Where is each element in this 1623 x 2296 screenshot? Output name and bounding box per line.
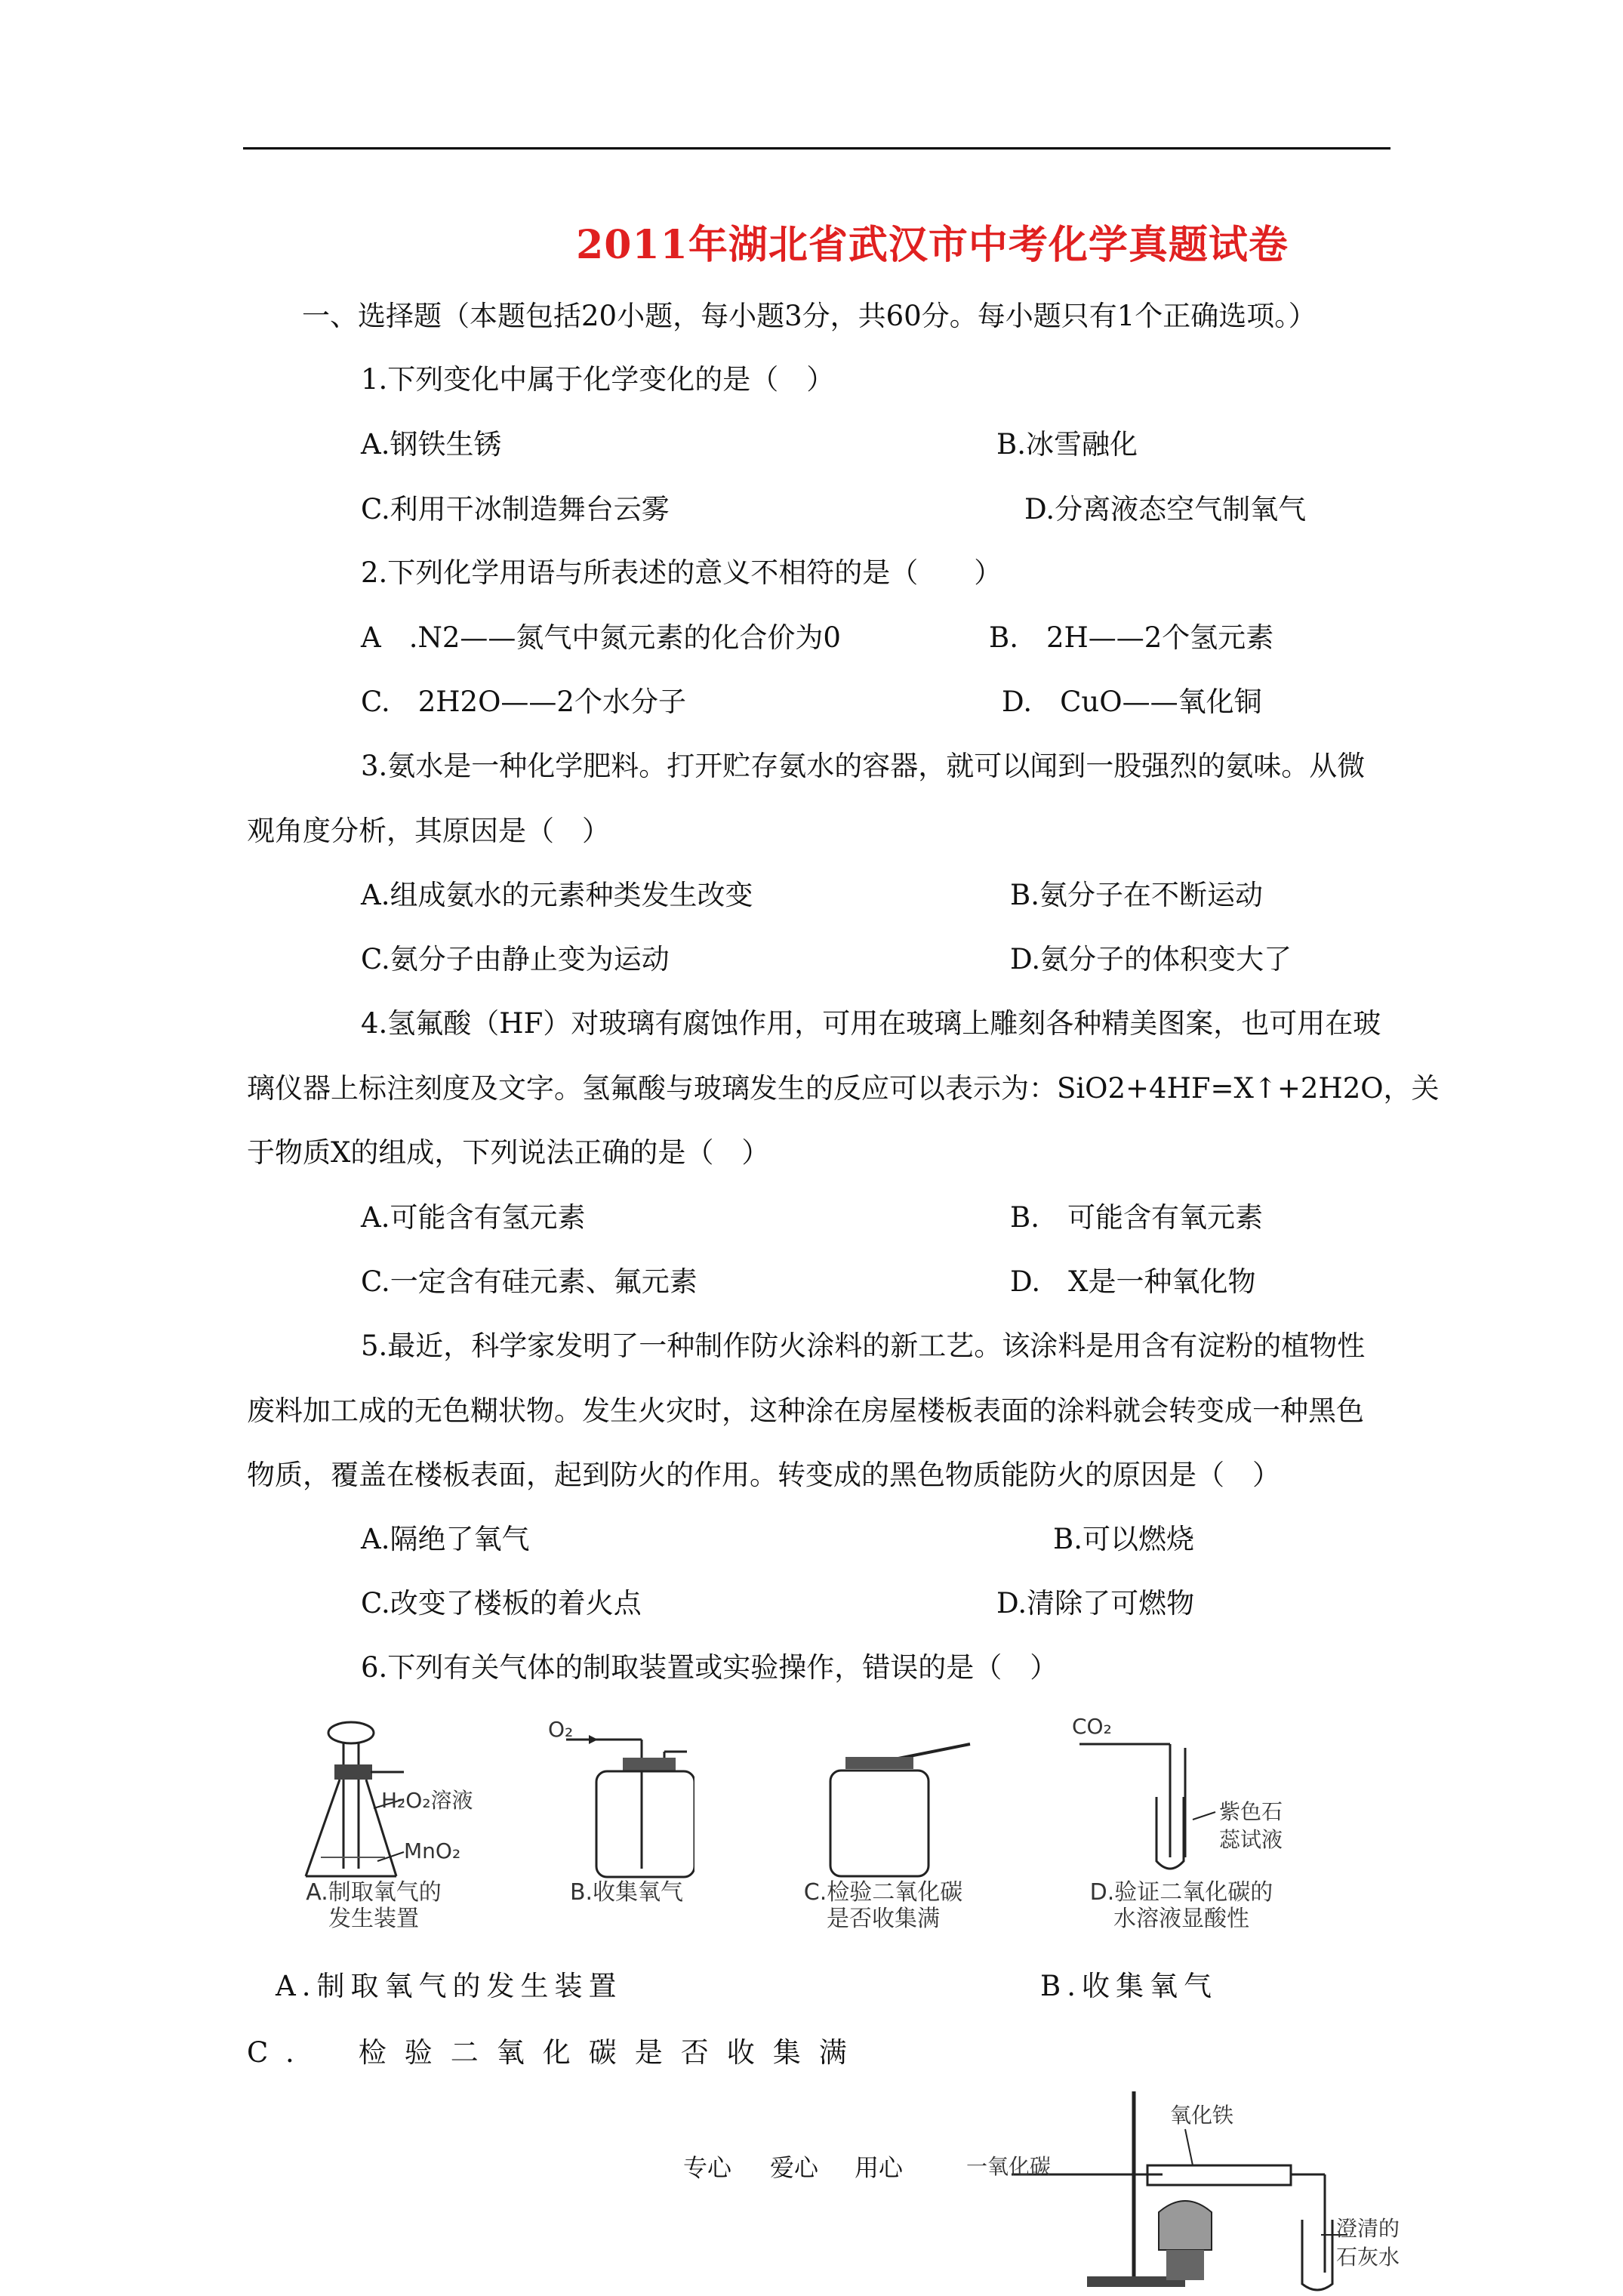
q5-stem-line3: 物质，覆盖在楼板表面，起到防火的作用。转变成的黑色物质能防火的原因是（ ） — [247, 1459, 1280, 1491]
figure-d-label-litmus-2: 蕊试液 — [1219, 1827, 1283, 1852]
q1-option-c: C.利用干冰制造舞台云雾 — [361, 493, 670, 525]
q5-option-d: D.清除了可燃物 — [996, 1587, 1195, 1620]
footer-word-2: 爱心 — [770, 2153, 819, 2182]
figure-b-label-o2: O₂ — [548, 1717, 574, 1742]
q5-option-a: A.隔绝了氧气 — [361, 1523, 530, 1555]
section-heading: 一、选择题（本题包括20小题，每小题3分，共60分。每小题只有1个正确选项。） — [302, 300, 1317, 332]
figure-label-carbon-monoxide: 一氧化碳 — [966, 2154, 1052, 2179]
q3-option-a: A.组成氨水的元素种类发生改变 — [361, 879, 753, 911]
q2-option-a: A .N2——氮气中氮元素的化合价为0 — [361, 621, 841, 654]
q4-stem-line3: 于物质X的组成，下列说法正确的是（ ） — [247, 1136, 770, 1169]
figure-d-caption: D.验证二氧化碳的 水溶液显酸性 — [1089, 1879, 1273, 1932]
q6-option-b: B.收集氧气 — [1040, 1970, 1218, 2002]
figure-label-iron-oxide: 氧化铁 — [1170, 2103, 1234, 2128]
figure-label-limewater-2: 石灰水 — [1336, 2245, 1400, 2270]
q5-stem-line1: 5.最近，科学家发明了一种制作防火涂料的新工艺。该涂料是用含有淀粉的植物性 — [361, 1330, 1366, 1362]
q3-option-b: B.氨分子在不断运动 — [1010, 879, 1263, 911]
figure-a-caption: A.制取氧气的 发生装置 — [306, 1879, 442, 1932]
figure-a-oxygen-generator — [291, 1718, 487, 1899]
q2-stem: 2.下列化学用语与所表述的意义不相符的是（ ） — [361, 556, 1002, 589]
figure-label-limewater-1: 澄清的 — [1336, 2216, 1400, 2241]
q1-option-b: B.冰雪融化 — [996, 428, 1138, 461]
q2-option-c: C. 2H2O——2个水分子 — [361, 686, 686, 718]
q1-stem: 1.下列变化中属于化学变化的是（ ） — [361, 363, 835, 396]
q5-stem-line2: 废料加工成的无色糊状物。发生火灾时，这种涂在房屋楼板表面的涂料就会转变成一种黑色 — [247, 1395, 1364, 1427]
q5-option-b: B.可以燃烧 — [1053, 1523, 1194, 1555]
q6-option-c: C. 检验二氧化碳是否收集满 — [247, 2036, 865, 2069]
footer-word-3: 用心 — [855, 2153, 904, 2182]
page-title: 2011年湖北省武汉市中考化学真题试卷 — [576, 222, 1289, 268]
q5-option-c: C.改变了楼板的着火点 — [361, 1587, 642, 1620]
q3-option-c: C.氨分子由静止变为运动 — [361, 943, 670, 975]
header-rule — [243, 147, 1390, 149]
q2-option-b: B. 2H——2个氢元素 — [989, 621, 1274, 654]
q6-option-a: A.制取氧气的发生装置 — [276, 1970, 623, 2002]
q4-stem-line2: 璃仪器上标注刻度及文字。氢氟酸与玻璃发生的反应可以表示为：SiO2+4HF=X↑+2H2O，关 — [247, 1072, 1440, 1105]
figure-c-co2-check — [823, 1740, 974, 1884]
figure-d-label-co2: CO₂ — [1072, 1714, 1112, 1739]
figure-a-label-h2o2: H₂O₂溶液 — [381, 1788, 473, 1813]
q3-option-d: D.氨分子的体积变大了 — [1010, 943, 1292, 975]
q2-option-d: D. CuO——氧化铜 — [1002, 686, 1262, 718]
figure-d-label-litmus-1: 紫色石 — [1219, 1799, 1283, 1824]
q4-option-d: D. X是一种氧化物 — [1010, 1265, 1256, 1298]
q4-option-c: C.一定含有硅元素、氟元素 — [361, 1265, 698, 1298]
q4-option-a: A.可能含有氢元素 — [361, 1201, 586, 1234]
footer-word-1: 专心 — [683, 2153, 732, 2182]
q3-stem-line1: 3.氨水是一种化学肥料。打开贮存氨水的容器，就可以闻到一股强烈的氨味。从微 — [361, 750, 1366, 782]
q3-stem-line2: 观角度分析，其原因是（ ） — [247, 815, 610, 847]
figure-a-label-mno2: MnO₂ — [404, 1838, 461, 1863]
q1-option-a: A.钢铁生锈 — [361, 428, 502, 461]
figure-co-reduction-apparatus — [966, 2084, 1419, 2296]
figure-b-gas-bottle — [544, 1717, 694, 1888]
figure-d-test-tube — [1072, 1714, 1313, 1880]
figure-c-caption: C.检验二氧化碳 是否收集满 — [803, 1879, 963, 1932]
q1-option-d: D.分离液态空气制氧气 — [1024, 493, 1307, 525]
q6-stem: 6.下列有关气体的制取装置或实验操作，错误的是（ ） — [361, 1651, 1058, 1684]
figure-b-caption: B.收集氧气 — [569, 1879, 684, 1906]
q4-option-b: B. 可能含有氧元素 — [1010, 1201, 1263, 1234]
q4-stem-line1: 4.氢氟酸（HF）对玻璃有腐蚀作用，可用在玻璃上雕刻各种精美图案，也可用在玻 — [361, 1007, 1381, 1040]
